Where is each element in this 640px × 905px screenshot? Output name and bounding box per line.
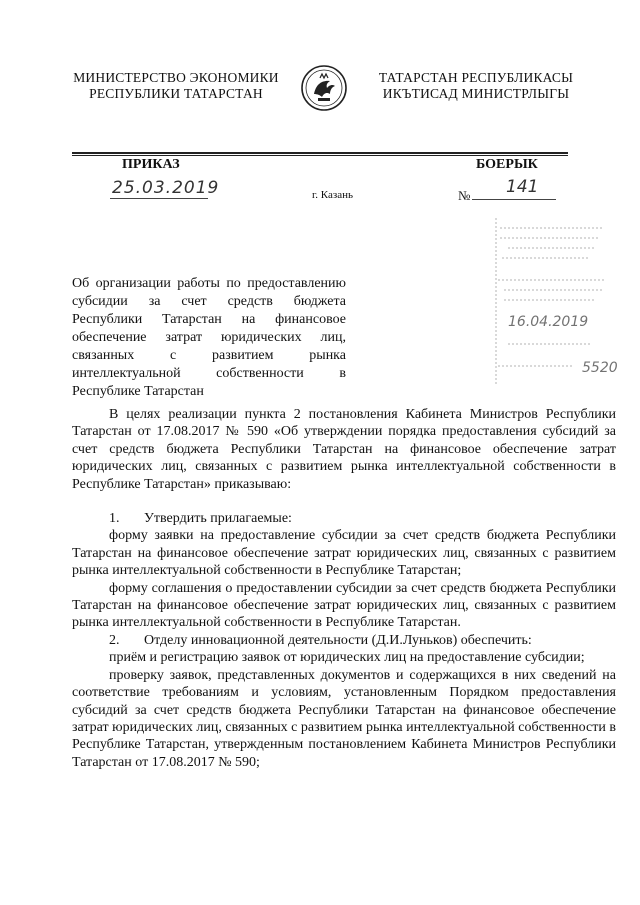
item-1	[72, 510, 616, 527]
order-subject: Об организации работы по предоставлению субсидии за счет средств бюджета Республики Татарстан на финансовое обеспечение затрат юридических лиц, связанных с развитием рынка интеллектуальной собственности в Республике Татарстан	[72, 276, 346, 399]
ministry-name-tt-line1: ТАТАРСТАН РЕСПУБЛИКАСЫ	[378, 70, 574, 85]
item-1-number: 1.	[109, 511, 120, 527]
header-divider-thick	[72, 152, 568, 154]
city: г. Казань	[312, 189, 353, 201]
ministry-name-ru-line2: РЕСПУБЛИКИ ТАТАРСТАН	[89, 86, 263, 101]
handwritten-number: 141	[506, 177, 539, 197]
ministry-name-ru	[60, 70, 292, 102]
item-2-check-applications: проверку заявок, представленных документов и содержащихся в них сведений на соответствие требованиям и условиям, установленным Порядком предоставления субсидий за счет средств бюджета Республики Татарстан на финансовое обеспечение затрат юридических лиц, связанных с развитием рынка интеллектуальной собственности в Республике Татарстан, утвержденным постановлением Кабинета Министров Республики Татарстан от 17.08.2017 № 590;	[72, 667, 616, 770]
stamp-date: 16.04.2019	[508, 314, 589, 330]
spacer	[72, 493, 616, 510]
item-1-text: Утвердить прилагаемые:	[144, 511, 292, 527]
item-2-receive-applications: приём и регистрацию заявок от юридических лиц на предоставление субсидии;	[109, 650, 585, 666]
handwritten-date: 25.03.2019	[112, 178, 220, 198]
order-body	[72, 406, 616, 771]
item-2-number: 2.	[109, 632, 120, 648]
coat-of-arms-emblem	[300, 64, 348, 112]
preamble-paragraph: В целях реализации пункта 2 постановления Кабинета Министров Республики Татарстан от 17.08.2017 № 590 «Об утверждении порядка предоставления субсидий за счет средств бюджета Республики Татарстан на финансовое обеспечение затрат юридических лиц, связанных с развитием рынка интеллектуальной собственности в Республике Татарстан» приказываю:	[72, 407, 616, 492]
ministry-name-tt	[356, 70, 596, 102]
number-label: №	[458, 188, 471, 203]
item-2	[72, 632, 616, 649]
item-1-form-agreement: форму соглашения о предоставлении субсидии за счет средств бюджета Республики Татарстан на финансовое обеспечение затрат юридических лиц, связанных с развитием рынка интеллектуальной собственности в Республике Татарстан.	[72, 580, 616, 631]
doc-type-ru: ПРИКАЗ	[122, 157, 180, 172]
doc-type-tt: БОЕРЫК	[476, 157, 538, 172]
stamp-number: 5520	[582, 360, 618, 376]
item-1-form-application: форму заявки на предоставление субсидии за счет средств бюджета Республики Татарстан на финансовое обеспечение затрат юридических лиц, связанных с развитием рынка интеллектуальной собственности в Республике Татарстан;	[72, 528, 616, 579]
ministry-name-ru-line1: МИНИСТЕРСТВО ЭКОНОМИКИ	[73, 70, 279, 85]
date-underline	[110, 198, 208, 199]
number-underline	[472, 199, 556, 200]
ministry-name-tt-line2: ИКЪТИСАД МИНИСТРЛЫГЫ	[382, 86, 570, 101]
header-divider-thin	[72, 155, 568, 156]
item-2-text: Отделу инновационной деятельности (Д.И.Луньков) обеспечить:	[144, 632, 532, 648]
registration-stamp	[494, 218, 618, 388]
